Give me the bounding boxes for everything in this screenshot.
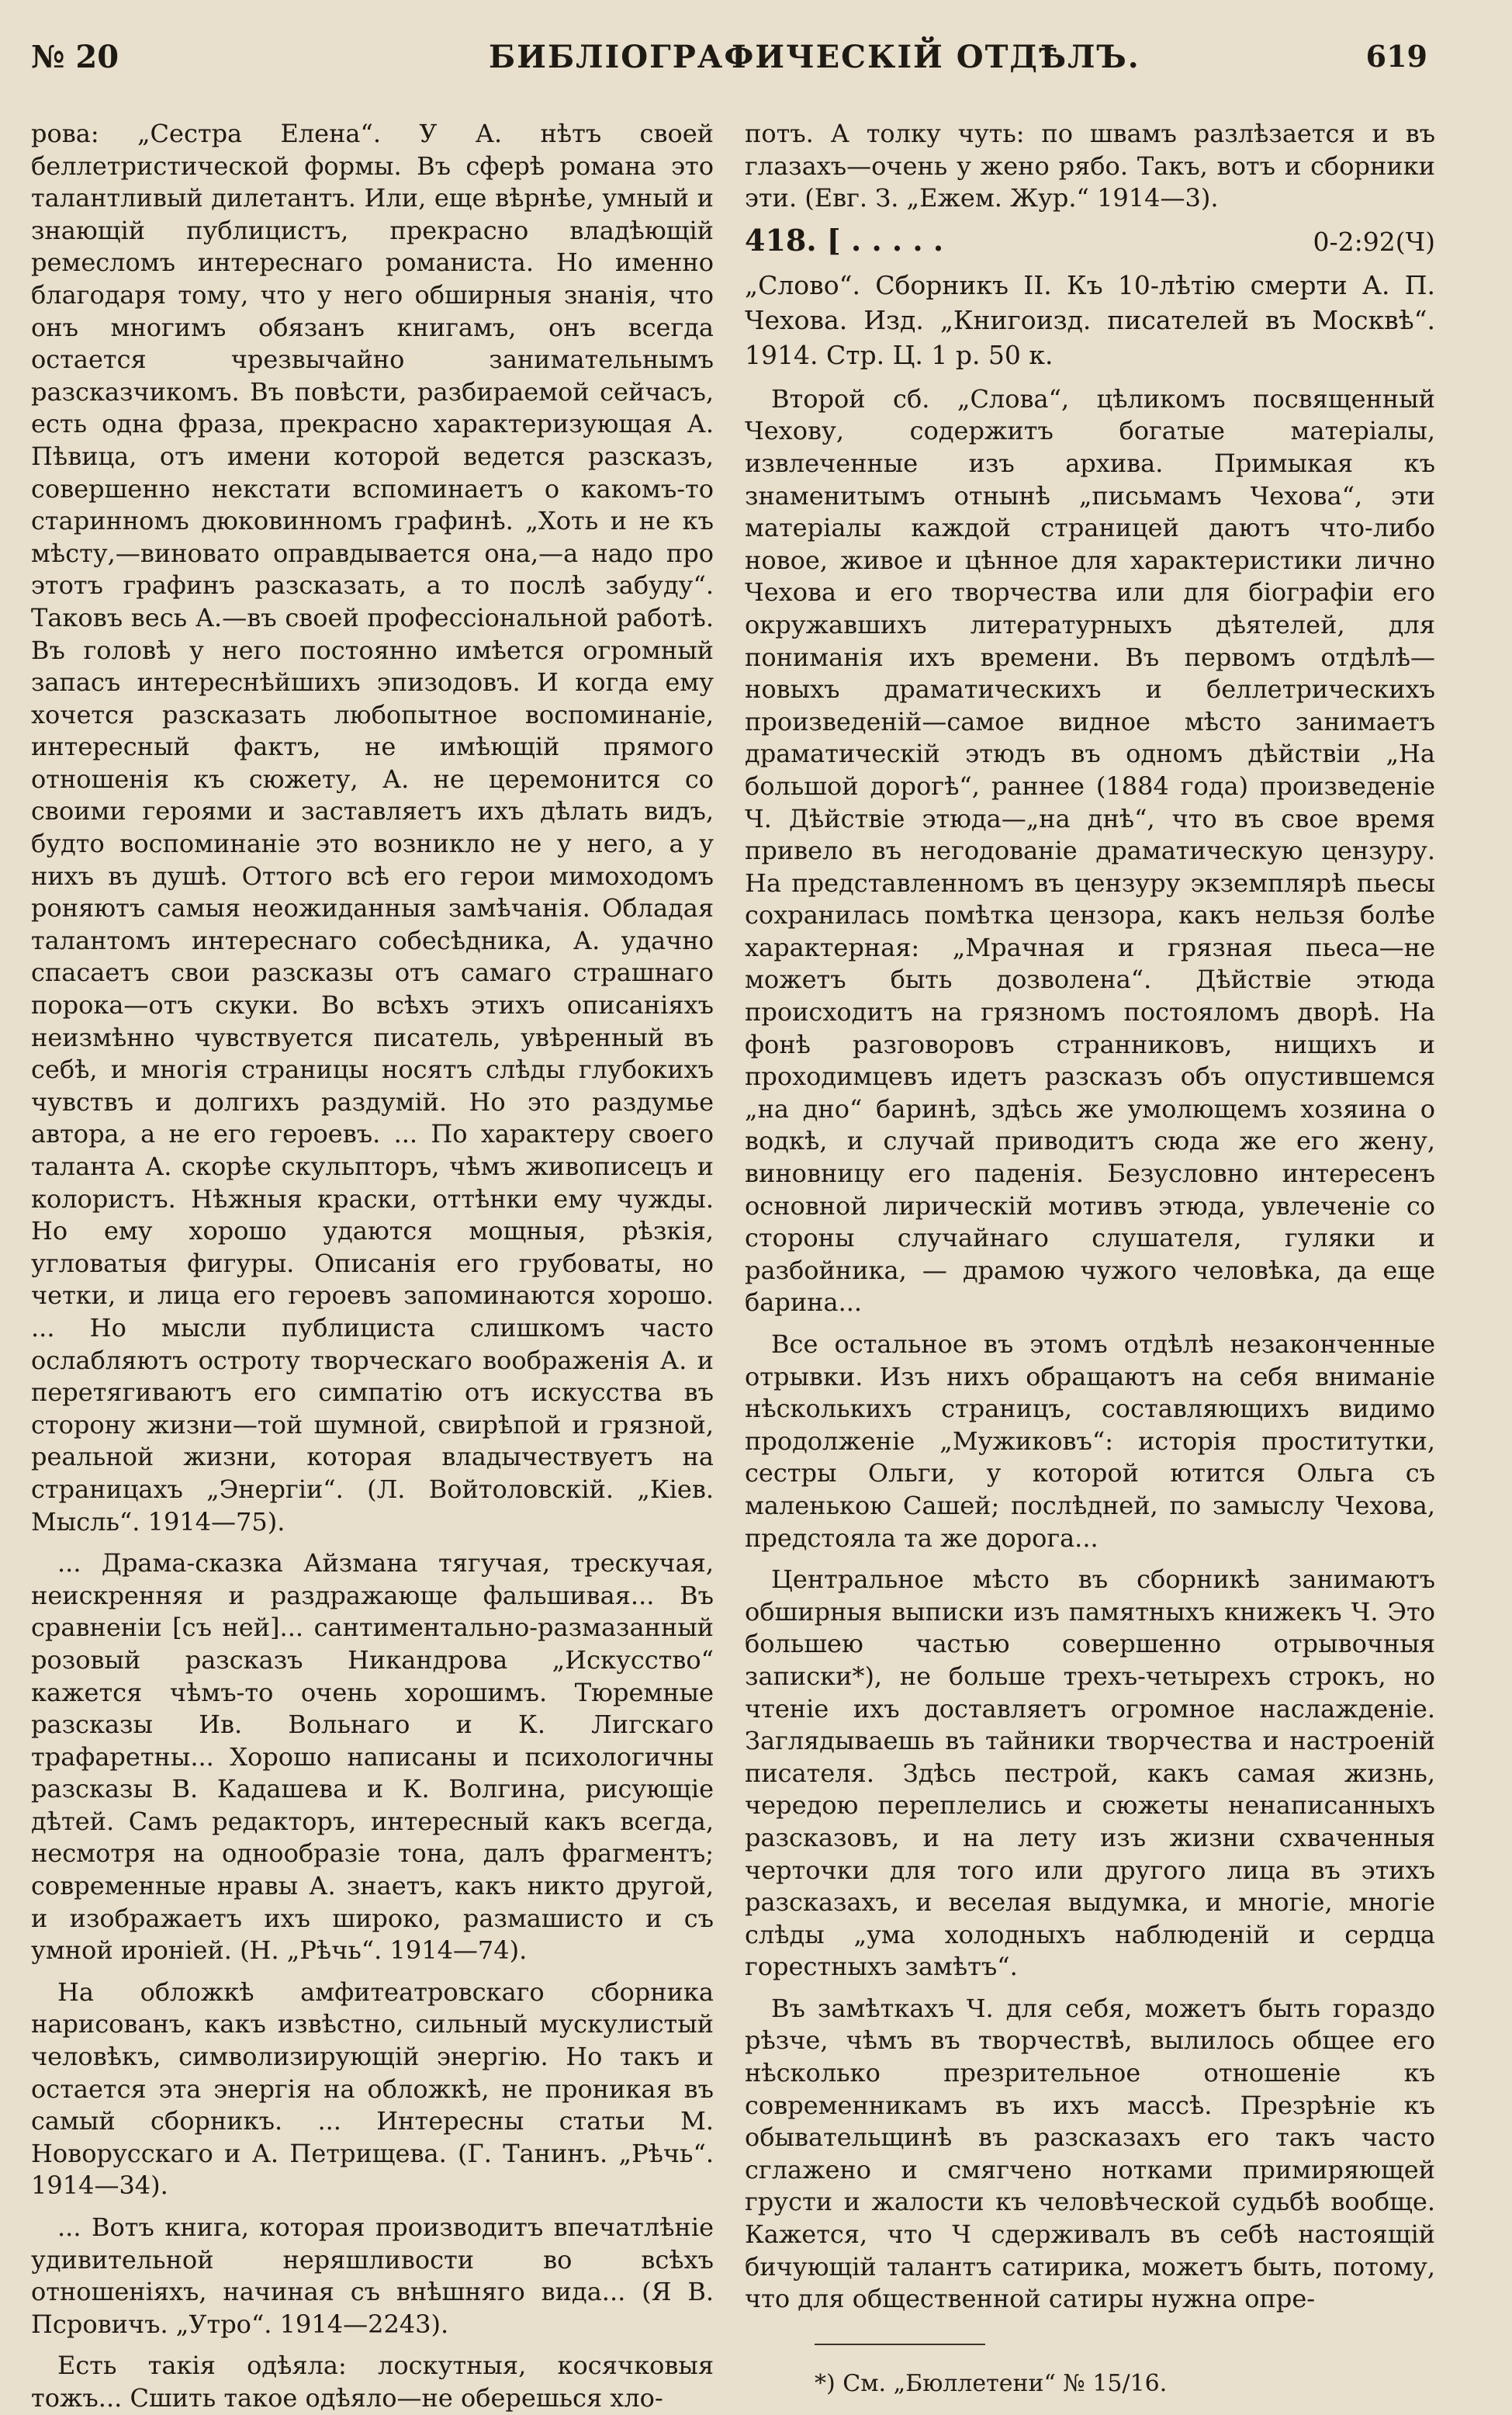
issue-number: № 20	[31, 39, 119, 75]
entry-number: 418. [ . . . . .	[745, 222, 944, 258]
left-column	[31, 118, 714, 2413]
page-number: 619	[1365, 39, 1427, 74]
review-paragraph: Все остальное въ этомъ отдѣлѣ незаконченные отрывки. Изъ нихъ обращаютъ на себя вниманіе нѣсколькихъ страницъ, составляющихъ видимо продолженіе „Мужиковъ“: исторія проститутки, сестры Ольги, у которой ютится Ольга съ маленькою Сашей; послѣдней, по замыслу Чехова, предстояла та же дорога...	[745, 1329, 1435, 1553]
entry-header	[745, 224, 1435, 258]
review-paragraph: Центральное мѣсто въ сборникѣ занимаютъ обширныя выписки изъ памятныхъ книжекъ Ч. Это большею частью совершенно отрывочныя записки*), не больше трехъ-четырехъ строкъ, но чтеніе ихъ доставляетъ огромное наслажденіе. Заглядываешь въ тайники творчества и настроеній писателя. Здѣсь пестрой, какъ самая жизнь, чередою переплелись и сюжеты ненаписанныхъ разсказовъ, и на лету изъ жизни схваченныя черточки для того или другого лица въ этихъ разсказахъ, и веселая выдумка, и многіе, многіе слѣды „ума холодныхъ наблюденій и сердца горестныхъ замѣтъ“.	[745, 1564, 1435, 1982]
review-paragraph: ... Драма-сказка Айзмана тягучая, трескучая, неискренняя и раздражающе фальшивая... Въ сравненіи [съ ней]... сантиментально-размазанный розовый разсказъ Никандрова „Искусство“ кажется чѣмъ-то очень хорошимъ. Тюремные разсказы Ив. Вольнаго и К. Лигскаго трафаретны... Хорошо написаны и психологичны разсказы В. Кадашева и К. Волгина, рисующіе дѣтей. Самъ редакторъ, интересный какъ всегда, несмотря на однообразіе тона, далъ фрагментъ; современные нравы А. знаетъ, какъ никто другой, и изображаетъ ихъ широко, размашисто и съ умной ироніей. (Н. „Рѣчь“. 1914—74).	[31, 1548, 714, 1966]
review-paragraph: потъ. А толку чуть: по швамъ разлѣзается и въ глазахъ—очень у жено рябо. Такъ, вотъ и сборники эти. (Евг. З. „Ежем. Жур.“ 1914—3).	[745, 119, 1435, 213]
review-paragraph: Второй сб. „Слова“, цѣликомъ посвященный Чехову, содержитъ богатые матеріалы, извлеченные изъ архива. Примыкая къ знаменитымъ отнынѣ „письмамъ Чехова“, эти матеріалы каждой страницей даютъ что-либо новое, живое и цѣнное для характеристики лично Чехова и его творчества или для біографіи его окружавшихъ литературныхъ дѣятелей, для пониманія ихъ времени. Въ первомъ отдѣлѣ—новыхъ драматическихъ и беллетрическихъ произведеній—самое видное мѣсто занимаетъ драматическій этюдъ въ одномъ дѣйствіи „На большой дорогѣ“, раннее (1884 года) произведеніе Ч. Дѣйствіе этюда—„на днѣ“, что въ свое время привело въ негодованіе драматическую цензуру. На представленномъ въ цензуру экземплярѣ пьесы сохранилась помѣтка цензора, какъ нельзя болѣе характерная: „Мрачная и грязная пьеса—не можетъ быть дозволена“. Дѣйствіе этюда происходитъ на грязномъ постояломъ дворѣ. На фонѣ разговоровъ странниковъ, нищихъ и проходимцевъ идетъ разсказъ объ опустившемся „на дно“ баринѣ, здѣсь же умолющемъ хозяина о водкѣ, и случай приводитъ сюда же его жену, виновницу его паденія. Безусловно интересенъ основной лирическій мотивъ этюда, увлеченіе со стороны случайнаго слушателя, гуляки и разбойника, — драмою чужого человѣка, да еще барина...	[745, 383, 1435, 1318]
right-column	[745, 118, 1435, 2397]
review-paragraph: ... Вотъ книга, которая производитъ впечатлѣніе удивительной неряшливости во всѣхъ отношеніяхъ, начиная съ внѣшняго вида... (Я В. Псровичъ. „Утро“. 1914—2243).	[31, 2212, 714, 2339]
review-paragraph: Есть такія одѣяла: лоскутныя, косячковыя тожъ... Сшить такое одѣяло—не оберешься хло-	[31, 2351, 714, 2413]
review-paragraph: На обложкѣ амфитеатровскаго сборника нарисованъ, какъ извѣстно, сильный мускулистый человѣкъ, символизирующій энергію. Но такъ и остается эта энергія на обложкѣ, не проникая въ самый сборникъ. ... Интересны статьи М. Новорусскаго и А. Петрищева. (Г. Танинъ. „Рѣчь“. 1914—34).	[31, 1977, 714, 2201]
classification-code: 0-2:92(Ч)	[1313, 226, 1435, 257]
review-paragraph: Въ замѣткахъ Ч. для себя, можетъ быть гораздо рѣзче, чѣмъ въ творчествѣ, вылилось общее его нѣсколько презрительное отношеніе къ современникамъ въ ихъ массѣ. Презрѣніе къ обывательщинѣ въ разсказахъ его такъ часто сглажено и смягчено нотками примиряющей грусти и жалости къ человѣческой судьбѣ вообще. Кажется, что Ч сдерживалъ въ себѣ настоящій бичующій талантъ сатирика, можетъ быть, потому, что для общественной сатиры нужна опре-	[745, 1993, 1435, 2314]
page-header	[31, 39, 1427, 93]
bibliographic-record: „Слово“. Сборникъ II. Къ 10-лѣтію смерти А. П. Чехова. Изд. „Книгоизд. писателей въ Москвѣ“. 1914. Стр. Ц. 1 р. 50 к.	[745, 269, 1435, 370]
review-paragraph: рова: „Сестра Елена“. У А. нѣтъ своей беллетристической формы. Въ сферѣ романа это талантливый дилетантъ. Или, еще вѣрнѣе, умный и знающій публицистъ, прекрасно владѣющій ремесломъ интереснаго романиста. Но именно благодаря тому, что у него обширныя знанія, что онъ многимъ обязанъ книгамъ, онъ всегда остается чрезвычайно занимательнымъ разсказчикомъ. Въ повѣсти, разбираемой сейчасъ, есть одна фраза, прекрасно характеризующая А. Пѣвица, отъ имени которой ведется разсказъ, совершенно некстати вспоминаетъ о какомъ-то старинномъ дюковинномъ графинѣ. „Хоть и не къ мѣсту,—виновато оправдывается она,—а надо про этотъ графинъ разсказать, а то послѣ забуду“. Таковъ весь А.—въ своей профессіональной работѣ. Въ головѣ у него постоянно имѣется огромный запасъ интереснѣйшихъ эпизодовъ. И когда ему хочется разсказать любопытное воспоминаніе, интересный фактъ, не имѣющій прямого отношенія къ сюжету, А. не церемонится со своими героями и заставляетъ ихъ дѣлать видъ, будто воспоминаніе это возникло не у него, а у нихъ въ душѣ. Оттого всѣ его герои мимоходомъ роняютъ самыя неожиданныя замѣчанія. Обладая талантомъ интереснаго собесѣдника, А. удачно спасаетъ свои разсказы отъ самаго страшнаго порока—отъ скуки. Во всѣхъ этихъ описаніяхъ неизмѣнно чувствуется писатель, увѣренный въ себѣ, и многія страницы носятъ слѣды глубокихъ чувствъ и долгихъ раздумій. Но это раздумье автора, а не его героевъ. ... По характеру своего таланта А. скорѣе скульпторъ, чѣмъ живописецъ и колористъ. Нѣжныя краски, оттѣнки ему чужды. Но ему хорошо удаются мощныя, рѣзкія, угловатыя фигуры. Описанія его грубоваты, но четки, и лица его героевъ запоминаются хорошо. ... Но мысли публициста слишкомъ часто ослабляютъ остроту творческаго воображенія А. и перетягиваютъ его симпатію отъ искусства въ сторону жизни—той шумной, свирѣпой и грязной, реальной жизни, которая владычествуетъ на страницахъ „Энергіи“. (Л. Войтоловскій. „Кіев. Мысль“. 1914—75).	[31, 119, 714, 1537]
footnote: *) См. „Бюллетени“ № 15/16.	[815, 2369, 1168, 2397]
footnote-divider	[815, 2344, 985, 2345]
section-title: БИБЛІОГРАФИЧЕСКІЙ ОТДѢЛЪ.	[489, 39, 1140, 75]
